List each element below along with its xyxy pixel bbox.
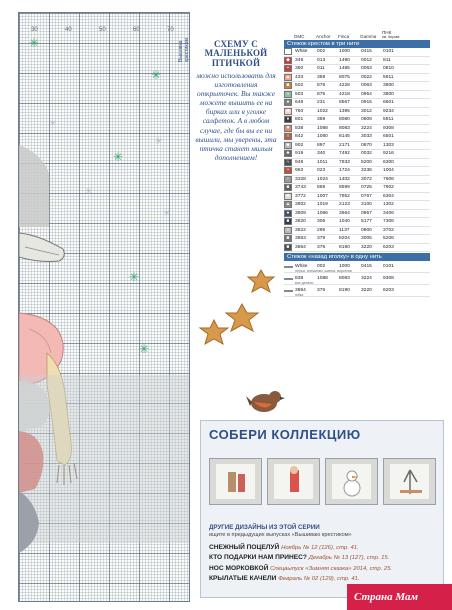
key-row <box>284 159 430 168</box>
key-row <box>284 142 430 151</box>
key-cell-dmc: 648 <box>295 100 304 106</box>
key-cell-dmc: 349 <box>295 57 304 63</box>
backstitch-cell-anchor: 1088 <box>317 276 328 281</box>
key-cell-finca: 8083 <box>339 125 350 131</box>
key-cell-finca: 4228 <box>339 83 350 89</box>
key-row <box>284 167 430 176</box>
header-finca: Finca <box>338 34 350 39</box>
ruler-label: 70 <box>167 27 174 33</box>
backstitch-cell-gamma: 3220 <box>361 288 372 293</box>
key-cell-pnk: 3800 <box>383 83 394 89</box>
collection-title: СОБЕРИ КОЛЛЕКЦИЮ <box>209 427 361 442</box>
key-cell-finca: 8080 <box>339 117 350 123</box>
ruler-label: 50 <box>99 27 106 33</box>
key-row <box>284 99 430 108</box>
publication-vertical-label: Вышивка крестиком <box>178 38 190 62</box>
key-cell-pnk: 6203 <box>383 244 394 250</box>
backstitch-line-swatch <box>284 266 293 268</box>
key-cell-gamma: 0725 <box>361 185 372 191</box>
backstitch-section-header: Стежок «назад иголку» в одну нить <box>284 253 430 261</box>
key-cell-pnk: 0810 <box>383 66 394 72</box>
gingerbread-icon <box>244 268 278 298</box>
backstitch-row <box>284 285 430 297</box>
color-swatch: ▲ <box>285 202 291 208</box>
backstitch-cell-gamma: 3224 <box>361 276 372 281</box>
key-cell-dmc: 838 <box>295 125 304 131</box>
snowflake-icon: ✳ <box>85 186 93 196</box>
key-row <box>284 244 430 253</box>
ruler-label: 60 <box>133 27 140 33</box>
key-row <box>284 193 430 202</box>
key-cell-gamma: 0415 <box>361 49 372 55</box>
key-row <box>284 184 430 193</box>
intro-text: можно использовать для изготовления открыточек. Вы также можете вышить ее на бирках или в уголке салфеток. А в любом случае, где бы вы ее ни вышили, мы уверены, эта птичка станет милым дополнением! <box>195 71 277 162</box>
thumbnail-carrot-nose[interactable] <box>325 458 378 505</box>
snowflake-icon: ✳ <box>29 36 40 50</box>
list-item: НОС МОРКОВКОЙ Спецвыпуск «Зимняя сказка» 2014, стр. 25. <box>209 564 393 572</box>
key-row <box>284 65 430 74</box>
site-logo[interactable]: Страна Мам <box>347 584 452 610</box>
color-swatch: ★ <box>285 108 291 114</box>
key-cell-anchor: 295 <box>317 227 326 233</box>
key-cell-dmc: 3743 <box>295 185 306 191</box>
key-cell-gamma: 3033 <box>361 134 372 140</box>
key-cell-anchor: 358 <box>317 74 326 80</box>
key-row <box>284 176 430 185</box>
key-cell-anchor: 011 <box>317 66 325 72</box>
header-gamma: Gamma <box>360 34 377 39</box>
collection-thumbnails <box>209 458 436 505</box>
key-cell-anchor: 359 <box>317 117 326 123</box>
key-cell-anchor: 876 <box>317 83 326 89</box>
key-cell-gamma: 0870 <box>361 142 372 148</box>
intro-title: СХЕМУ С МАЛЕНЬКОЙ ПТИЧКОЙ <box>204 39 268 68</box>
backstitch-cell-pnk: 6203 <box>383 288 394 293</box>
key-cell-pnk: 5911 <box>383 74 394 80</box>
backstitch-cell-gamma: 0415 <box>361 264 372 269</box>
color-swatch: ▲ <box>285 74 291 80</box>
key-cell-finca: 8599 <box>339 185 350 191</box>
key-cell-finca: 1040 <box>339 219 350 225</box>
key-cell-dmc: 3820 <box>295 219 306 225</box>
color-swatch: ♣ <box>284 150 292 157</box>
key-cell-pnk: 6304 <box>383 193 394 199</box>
key-cell-gamma: 3100 <box>361 202 372 208</box>
key-cell-dmc: 842 <box>295 134 304 140</box>
key-cell-finca: 8567 <box>339 100 350 106</box>
key-cell-pnk: 1004 <box>383 168 394 174</box>
cross-stitch-chart <box>18 12 190 602</box>
key-cell-gamma: 0857 <box>361 210 372 216</box>
key-cell-finca: 3664 <box>339 210 350 216</box>
key-cell-finca: 2123 <box>339 202 350 208</box>
key-cell-pnk: 7902 <box>383 185 394 191</box>
ruler-label: 30 <box>31 27 38 33</box>
key-cell-finca: 7933 <box>339 159 350 165</box>
key-cell-pnk: 6601 <box>383 100 394 106</box>
thumbnail-winged-swing[interactable] <box>383 458 436 505</box>
key-cell-gamma: 3224 <box>361 125 372 131</box>
key-cell-dmc: 801 <box>295 117 304 123</box>
key-cell-dmc: 433 <box>295 74 304 80</box>
key-cell-finca: 8190 <box>339 244 350 250</box>
key-cell-pnk: 811 <box>383 57 391 63</box>
snowflake-icon: ✳ <box>151 68 162 82</box>
key-cell-gamma: 0022 <box>361 74 372 80</box>
header-pnk: ПНК им. Кирова <box>382 30 404 39</box>
color-key-table <box>284 30 430 297</box>
figure-icon <box>274 464 315 501</box>
key-cell-finca: 8075 <box>339 74 350 80</box>
color-swatch <box>284 48 292 55</box>
color-swatch: ■ <box>284 218 292 225</box>
snowflake-icon: ✳ <box>155 136 163 146</box>
key-row <box>284 74 430 83</box>
snowflake-icon: ✳ <box>129 270 140 284</box>
key-cell-dmc: White <box>295 49 308 55</box>
backstitch-cell-pnk: 0101 <box>383 264 394 269</box>
backstitch-cell-anchor: 002 <box>317 264 326 269</box>
key-cell-gamma: 0915 <box>361 100 372 106</box>
backstitch-row <box>284 261 430 273</box>
backstitch-note: все детали <box>295 281 314 285</box>
intro-block <box>194 40 278 162</box>
key-cell-gamma: 3012 <box>361 108 372 114</box>
key-cell-gamma: 5177 <box>361 219 372 225</box>
key-cell-pnk: 3702 <box>383 227 394 233</box>
color-swatch: ≈ <box>284 159 292 166</box>
key-cell-pnk: 9308 <box>383 125 394 131</box>
key-cell-pnk: 0101 <box>383 49 394 55</box>
header-dmc: DMC <box>294 34 305 39</box>
color-swatch: ★ <box>285 193 291 199</box>
key-row <box>284 116 430 125</box>
key-cell-dmc: 3772 <box>295 193 306 199</box>
key-cell-dmc: 3863 <box>295 236 306 242</box>
key-row <box>284 108 430 117</box>
key-cell-gamma: 0800 <box>361 227 372 233</box>
robin-bird-icon <box>246 388 286 416</box>
key-cell-anchor: 1066 <box>317 210 328 216</box>
snowflake-icon: ✳ <box>139 342 150 356</box>
key-cell-anchor: 869 <box>317 185 326 191</box>
key-cell-dmc: 502 <box>295 83 304 89</box>
key-cell-dmc: 3864 <box>295 244 306 250</box>
key-row <box>284 201 430 210</box>
backstitch-cell-dmc: White <box>295 264 308 269</box>
key-cell-dmc: 760 <box>295 108 304 114</box>
collection-box <box>200 420 444 598</box>
key-cell-finca: 1490 <box>339 57 350 63</box>
key-cell-anchor: 875 <box>317 91 326 97</box>
key-cell-gamma: 3236 <box>361 168 372 174</box>
backstitch-line-swatch <box>284 278 293 280</box>
cross-stitch-section-header: Стежок крестом в три нити <box>284 40 430 48</box>
header-note: им. Кирова <box>382 35 400 39</box>
color-swatch: ◆ <box>284 57 292 64</box>
key-cell-pnk: 7306 <box>383 219 394 225</box>
color-swatch: ● <box>284 210 292 217</box>
color-swatch: ↑ <box>284 176 292 183</box>
key-row <box>284 210 430 219</box>
key-row <box>284 218 430 227</box>
key-cell-gamma: 0767 <box>361 193 372 199</box>
backstitch-row <box>284 273 430 285</box>
collection-subtitle-note: ищите в предыдущих выпусках «Вышиваю крестиком» <box>209 532 352 538</box>
key-cell-dmc: 3802 <box>295 202 306 208</box>
backstitch-rows <box>284 261 430 297</box>
key-cell-finca: 2171 <box>339 142 350 148</box>
collection-list <box>209 543 441 585</box>
key-cell-pnk: 3406 <box>383 210 394 216</box>
key-cell-anchor: 379 <box>317 236 326 242</box>
key-row <box>284 150 430 159</box>
color-swatch: ▼ <box>285 125 291 131</box>
backstitch-cell-dmc: 838 <box>295 276 304 281</box>
key-cell-dmc: 350 <box>295 66 304 72</box>
key-cell-anchor: 023 <box>317 168 326 174</box>
color-swatch: ♦ <box>284 116 292 123</box>
color-swatch: ■ <box>284 235 292 242</box>
thumbnail-who-brought-gifts[interactable] <box>267 458 320 505</box>
key-cell-dmc: 902 <box>295 142 304 148</box>
key-cell-finca: 1485 <box>339 66 350 72</box>
color-swatch: ■ <box>284 184 292 191</box>
snowflake-icon: ✳ <box>49 118 57 128</box>
snowman-icon <box>332 464 373 501</box>
key-row <box>284 57 430 66</box>
key-cell-pnk: 6300 <box>383 159 394 165</box>
key-cell-pnk: 1303 <box>383 142 394 148</box>
key-cell-gamma: 3220 <box>361 244 372 250</box>
key-row <box>284 227 430 236</box>
key-cell-anchor: 1080 <box>317 134 328 140</box>
key-cell-dmc: 3822 <box>295 227 306 233</box>
backstitch-cell-anchor: 376 <box>317 288 326 293</box>
backstitch-note: юбка <box>295 293 304 297</box>
key-cell-pnk: 7606 <box>383 176 394 182</box>
snowflake-icon: ✳ <box>163 208 171 218</box>
key-cell-pnk: 1302 <box>383 202 394 208</box>
color-swatch: × <box>284 91 292 98</box>
gingerbread-icon <box>196 318 232 348</box>
key-row <box>284 82 430 91</box>
color-swatch: ■ <box>284 142 292 149</box>
backstitch-cell-finca: 8190 <box>339 288 350 293</box>
backstitch-line-swatch <box>284 290 293 292</box>
key-cell-gamma: 3005 <box>361 236 372 242</box>
backstitch-cell-pnk: 9308 <box>383 276 394 281</box>
key-cell-anchor: 1019 <box>317 202 328 208</box>
key-cell-gamma: 0012 <box>361 57 372 63</box>
key-cell-finca: 8204 <box>339 236 350 242</box>
figure-icon <box>216 464 257 501</box>
girl-figure-motif <box>19 13 190 602</box>
color-swatch: • <box>284 65 292 72</box>
key-rows <box>284 48 430 252</box>
key-cell-anchor: 306 <box>317 219 326 225</box>
key-row <box>284 91 430 100</box>
key-cell-pnk: 5206 <box>383 236 394 242</box>
snowflake-icon: ✳ <box>113 150 124 164</box>
key-cell-pnk: 9234 <box>383 108 394 114</box>
header-anchor: Anchor <box>316 34 331 39</box>
key-cell-pnk: 9216 <box>383 151 394 157</box>
backstitch-note: перья, снежинки, шапка, воротник <box>295 269 352 273</box>
color-swatch: ¤ <box>284 227 292 234</box>
key-cell-anchor: 002 <box>317 49 326 55</box>
backstitch-cell-finca: 1000 <box>339 264 350 269</box>
key-cell-anchor: 1011 <box>317 159 328 165</box>
key-cell-dmc: 3328 <box>295 176 306 182</box>
key-cell-finca: 4218 <box>339 91 350 97</box>
key-cell-pnk: 6501 <box>383 134 394 140</box>
key-cell-anchor: 1088 <box>317 125 328 131</box>
key-cell-finca: 7952 <box>339 193 350 199</box>
tree-icon <box>390 464 431 501</box>
color-swatch: + <box>284 167 292 174</box>
list-item: КТО ПОДАРКИ НАМ ПРИНЕС? Декабрь № 13 (127), стр. 15. <box>209 554 390 562</box>
key-cell-gamma: 0063 <box>361 66 372 72</box>
key-cell-anchor: 013 <box>317 57 326 63</box>
key-row <box>284 48 430 57</box>
key-cell-pnk: 3800 <box>383 91 394 97</box>
key-header <box>284 30 430 39</box>
key-cell-finca: 1000 <box>339 49 350 55</box>
key-cell-finca: 1137 <box>339 227 350 233</box>
key-cell-anchor: 1024 <box>317 176 328 182</box>
key-cell-dmc: 919 <box>295 151 304 157</box>
key-row <box>284 235 430 244</box>
color-swatch: ■ <box>284 82 292 89</box>
thumbnail-snowy-kiss[interactable] <box>209 458 262 505</box>
key-cell-gamma: 3072 <box>361 176 372 182</box>
color-swatch: ● <box>284 99 292 106</box>
ruler-label: 40 <box>65 27 72 33</box>
key-cell-anchor: 1007 <box>317 193 328 199</box>
key-cell-finca: 1724 <box>339 168 350 174</box>
list-item: КРЫЛАТЫЕ КАЧЕЛИ Февраль № 02 (129), стр. 41. <box>209 575 360 583</box>
key-cell-anchor: 897 <box>317 142 326 148</box>
key-cell-anchor: 231 <box>317 100 326 106</box>
backstitch-cell-finca: 8083 <box>339 276 350 281</box>
key-cell-dmc: 963 <box>295 168 304 174</box>
key-cell-anchor: 1022 <box>317 108 328 114</box>
key-cell-finca: 7492 <box>339 151 350 157</box>
list-item: СНЕЖНЫЙ ПОЦЕЛУЙ Ноябрь № 12 (126), стр. 41. <box>209 544 359 551</box>
key-cell-gamma: 0032 <box>361 151 372 157</box>
key-cell-dmc: 948 <box>295 159 304 165</box>
key-cell-pnk: 5911 <box>383 117 394 123</box>
color-swatch: ∩ <box>284 133 292 140</box>
key-cell-gamma: 0809 <box>361 117 372 123</box>
key-cell-anchor: 340 <box>317 151 326 157</box>
key-cell-finca: 8145 <box>339 134 350 140</box>
key-row <box>284 125 430 134</box>
key-cell-dmc: 503 <box>295 91 304 97</box>
key-cell-finca: 1395 <box>339 108 350 114</box>
key-cell-anchor: 376 <box>317 244 326 250</box>
key-cell-dmc: 3809 <box>295 210 306 216</box>
key-cell-gamma: 5200 <box>361 159 372 165</box>
key-cell-gamma: 0954 <box>361 91 372 97</box>
backstitch-cell-dmc: 3864 <box>295 288 306 293</box>
key-cell-gamma: 0063 <box>361 83 372 89</box>
key-row <box>284 133 430 142</box>
collection-subtitle: ДРУГИЕ ДИЗАЙНЫ ИЗ ЭТОЙ СЕРИИ <box>209 524 320 531</box>
color-swatch: ■ <box>284 244 292 251</box>
key-cell-finca: 1402 <box>339 176 350 182</box>
